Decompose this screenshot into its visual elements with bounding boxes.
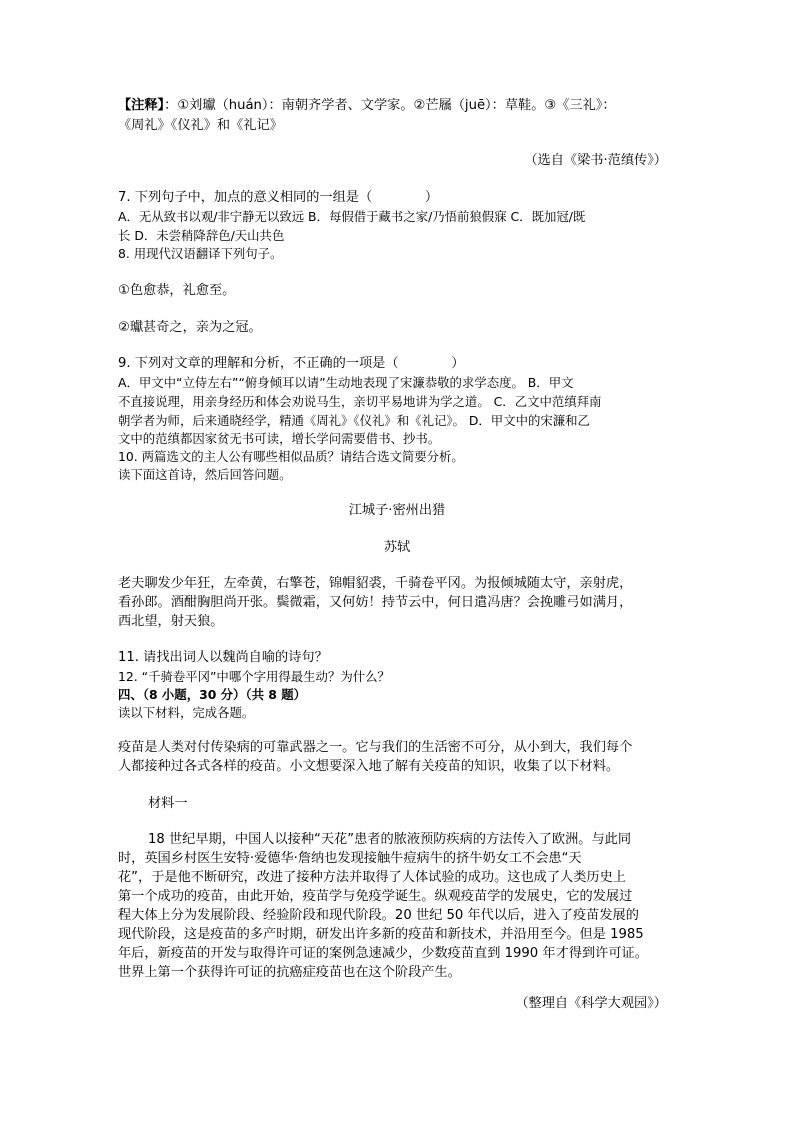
q9-line-1: 9. 下列对文章的理解和分析，不正确的一项是（ ） bbox=[118, 356, 465, 371]
poem-line-1: 老夫聊发少年狂，左牵黄，右擎苍，锦帽貂裘，千骑卷平冈。为报倾城随太守，亲射虎， bbox=[118, 576, 633, 591]
material-1-line-3: 花”，于是他不断研究，改进了接种方法并取得了人体试验的成功。这也成了人类历史上 bbox=[118, 870, 626, 885]
poem-line-3: 西北望，射天狼。 bbox=[118, 614, 224, 629]
q8-line-1: 8. 用现代汉语翻译下列句子。 bbox=[118, 246, 283, 261]
q9-line-5: 文中的范缜都因家贫无书可读，增长学问需要借书、抄书。 bbox=[118, 431, 441, 446]
material-1-line-6: 现代阶段，这是疫苗的多产时期，研发出许多新的疫苗和新技术，并沿用至今。但是 1985 bbox=[118, 927, 644, 942]
q12: 12. “千骑卷平冈”中哪个字用得最生动？为什么？ bbox=[118, 669, 390, 684]
q8-sentence-2: ②瓛甚奇之，亲为之冠。 bbox=[118, 320, 262, 335]
material-1-line-7: 年后，新疫苗的开发与取得许可证的案例急速减少，少数疫苗直到 1990 年才得到许可证。 bbox=[118, 946, 648, 961]
vaccine-intro-line-1: 疫苗是人类对付传染病的可靠武器之一。它与我们的生活密不可分，从小到大，我们每个 bbox=[118, 740, 633, 755]
notes-line-2: 《周礼》《仪礼》和《礼记》 bbox=[118, 118, 283, 133]
poem-line-2: 看孙郎。酒酣胸胆尚开张。鬓微霜，又何妨！持节云中，何日遣冯唐？会挽雕弓如满月， bbox=[118, 595, 633, 610]
q9-line-2: A．甲文中“立侍左右”“俯身倾耳以请”生动地表现了宋濂恭敬的求学态度。 B．甲文 bbox=[118, 375, 574, 390]
material-1-line-2: 时，英国乡村医生安特·爱德华·詹纳也发现接触牛痘病牛的挤牛奶女工不会患“天 bbox=[118, 851, 582, 866]
q9-line-3: 不直接说理，用亲身经历和体会劝说马生，亲切平易地讲为学之道。 C．乙文中范缜拜南 bbox=[118, 394, 602, 409]
q10: 10. 两篇选文的主人公有哪些相似品质？请结合选文简要分析。 bbox=[118, 449, 464, 464]
q8-sentence-1: ①色愈恭，礼愈至。 bbox=[118, 283, 236, 298]
source-kexue: （整理自《科学大观园》） bbox=[515, 996, 667, 1011]
section-4-intro: 读以下材料，完成各题。 bbox=[118, 705, 255, 720]
notes-line-1 bbox=[118, 96, 616, 115]
notes-label: 【注释】 bbox=[118, 98, 165, 113]
material-1-heading: 材料一 bbox=[148, 796, 188, 811]
material-1-line-1: 18 世纪早期，中国人以接种“天花”患者的脓液预防疾病的方法传入了欧洲。与此同 bbox=[148, 832, 632, 847]
q7-line-1: 7. 下列句子中，加点的意义相同的一组是（ ） bbox=[118, 190, 439, 205]
poem-title: 江城子·密州出猎 bbox=[348, 503, 446, 518]
q9-line-4: 朝学者为师，后来通晓经学，精通《周礼》《仪礼》和《礼记》。 D．甲文中的宋濂和乙 bbox=[118, 413, 590, 428]
section-4-heading: 四、（8 小题，30 分）（共 8 题） bbox=[118, 687, 307, 702]
poem-author: 苏轼 bbox=[383, 540, 411, 555]
q7-line-3: 长 D．未尝稍降辞色/天山共色 bbox=[118, 228, 285, 243]
material-1-line-4: 第一个成功的疫苗，由此开始，疫苗学与免疫学诞生。纵观疫苗学的发展史，它的发展过 bbox=[118, 889, 633, 904]
vaccine-intro-line-2: 人都接种过各式各样的疫苗。小文想要深入地了解有关疫苗的知识，收集了以下材料。 bbox=[118, 759, 620, 774]
source-liangshu: （选自《梁书·范缜传》） bbox=[524, 153, 667, 168]
q11: 11. 请找出词人以魏尚自喻的诗句？ bbox=[118, 650, 328, 665]
material-1-line-5: 程大体上分为发展阶段、经验阶段和现代阶段。20 世纪 50 年代以后，进入了疫苗发展的 bbox=[118, 908, 639, 923]
notes-text: ：①刘瓛（huán）：南朝齐学者、文学家。②芒屩（juē）：草鞋。③《三礼》： bbox=[164, 98, 616, 113]
q7-line-2: A．无从致书以观/非宁静无以致远 B．每假借于藏书之家/乃悟前狼假寐 C．既加冠/既 bbox=[118, 209, 586, 224]
material-1-line-8: 世界上第一个获得许可证的抗癌症疫苗也在这个阶段产生。 bbox=[118, 965, 461, 980]
poem-intro: 读下面这首诗，然后回答问题。 bbox=[118, 467, 292, 482]
